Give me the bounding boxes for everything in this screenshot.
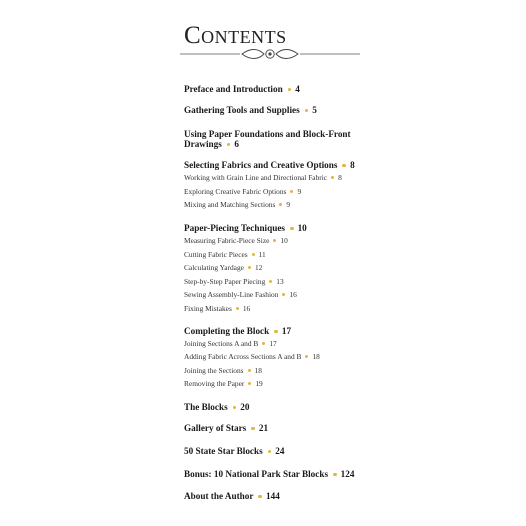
toc-entry	[184, 469, 354, 480]
toc-page-number: 17	[269, 339, 277, 348]
toc-page-number: 5	[312, 105, 317, 115]
bullet-dot-icon	[251, 427, 255, 431]
toc-entry-title: Exploring Creative Fabric Options	[184, 187, 287, 196]
toc-entry-title: Paper-Piecing Techniques	[184, 223, 285, 233]
toc-entry	[184, 491, 280, 502]
toc-page-number: 4	[295, 84, 300, 94]
ornament-divider-icon	[180, 44, 360, 64]
bullet-dot-icon	[252, 253, 255, 256]
toc-entry	[184, 139, 239, 150]
toc-entry	[184, 129, 351, 140]
toc-entry-title: Drawings	[184, 139, 222, 149]
bullet-dot-icon	[333, 473, 337, 477]
bullet-dot-icon	[248, 382, 251, 385]
toc-entry-title: Sewing Assembly-Line Fashion	[184, 290, 279, 299]
bullet-dot-icon	[227, 143, 231, 147]
toc-page-number: 17	[281, 326, 292, 336]
toc-subentry	[184, 278, 284, 287]
toc-subentry	[184, 201, 290, 210]
toc-page-number: 8	[350, 160, 355, 170]
bullet-dot-icon	[258, 495, 262, 499]
toc-entry-title: Gathering Tools and Supplies	[184, 105, 300, 115]
bullet-dot-icon	[342, 164, 346, 168]
toc-entry-title: Working with Grain Line and Directional Fabric	[184, 173, 328, 182]
bullet-dot-icon	[290, 227, 294, 231]
toc-entry	[184, 402, 249, 413]
toc-page-number: 21	[258, 423, 269, 433]
bullet-dot-icon	[248, 369, 251, 372]
bullet-dot-icon	[248, 266, 251, 269]
toc-page-number: 16	[242, 304, 251, 313]
bullet-dot-icon	[288, 88, 292, 92]
toc-entry-title: Selecting Fabrics and Creative Options	[184, 160, 338, 170]
toc-subentry	[184, 251, 266, 260]
toc-entry-title: Preface and Introduction	[184, 84, 283, 94]
toc-page-number: 9	[297, 187, 302, 196]
toc-entry-title: Gallery of Stars	[184, 423, 247, 433]
toc-subentry	[184, 305, 250, 314]
toc-entry-title: Step-by-Step Paper Piecing	[184, 277, 266, 286]
bullet-dot-icon	[279, 203, 282, 206]
toc-entry-title: The Blocks	[184, 402, 228, 412]
toc-page-number: 10	[297, 223, 307, 233]
toc-entry	[184, 423, 268, 434]
toc-subentry	[184, 340, 277, 349]
toc-entry	[184, 84, 300, 95]
toc-entry-title: Bonus: 10 National Park Star Blocks	[184, 469, 329, 479]
toc-subentry	[184, 291, 297, 300]
toc-page-number: 124	[340, 469, 355, 479]
toc-entry-title: About the Author	[184, 491, 254, 501]
toc-entry-title: Removing the Paper	[184, 379, 245, 388]
toc-page-number: 19	[255, 379, 263, 388]
toc-entry-title: Joining the Sections	[184, 366, 244, 375]
toc-entry-title: Completing the Block	[184, 326, 270, 336]
bullet-dot-icon	[236, 307, 239, 310]
toc-entry-title: Calculating Yardage	[184, 263, 244, 272]
page-title: Contents	[184, 22, 287, 49]
bullet-dot-icon	[282, 293, 285, 296]
toc-page-number: 8	[338, 173, 342, 182]
toc-page-number: 18	[312, 352, 320, 361]
bullet-dot-icon	[331, 176, 334, 179]
toc-entry-title: 50 State Star Blocks	[184, 446, 263, 456]
bullet-dot-icon	[269, 280, 272, 283]
bullet-dot-icon	[233, 406, 237, 410]
bullet-dot-icon	[305, 109, 309, 113]
toc-entry-title: Joining Sections A and B	[184, 339, 259, 348]
toc-page-number: 13	[276, 277, 284, 286]
toc-subentry	[184, 380, 263, 389]
toc-page-number: 16	[289, 290, 297, 299]
toc-entry-title: Using Paper Foundations and Block-Front	[184, 129, 351, 139]
toc-entry	[184, 223, 307, 234]
bullet-dot-icon	[262, 342, 265, 345]
toc-page-number: 10	[280, 236, 288, 245]
toc-page-number: 20	[240, 402, 250, 412]
toc-entry	[184, 105, 317, 116]
toc-entry	[184, 446, 284, 457]
bullet-dot-icon	[274, 330, 278, 334]
toc-page-number: 6	[234, 139, 239, 149]
toc-entry	[184, 326, 291, 337]
bullet-dot-icon	[290, 190, 293, 193]
toc-entry-title: Adding Fabric Across Sections A and B	[184, 352, 302, 361]
toc-page-number: 11	[258, 250, 266, 259]
toc-page-number: 9	[286, 200, 291, 209]
bullet-dot-icon	[273, 239, 276, 242]
toc-entry	[184, 160, 355, 171]
toc-subentry	[184, 353, 320, 362]
bullet-dot-icon	[305, 355, 308, 358]
toc-subentry	[184, 367, 262, 376]
toc-entry-title: Cutting Fabric Pieces	[184, 250, 248, 259]
toc-subentry	[184, 188, 301, 197]
toc-page-number: 24	[275, 446, 285, 456]
toc-subentry	[184, 174, 342, 183]
toc-subentry	[184, 237, 288, 246]
toc-entry-title: Measuring Fabric-Piece Size	[184, 236, 270, 245]
toc-entry-title: Fixing Mistakes	[184, 304, 232, 313]
toc-entry-title: Mixing and Matching Sections	[184, 200, 276, 209]
toc-page-number: 144	[266, 491, 280, 501]
toc-page-number: 18	[254, 366, 262, 375]
bullet-dot-icon	[268, 450, 272, 454]
toc-subentry	[184, 264, 262, 273]
toc-page-number: 12	[254, 263, 263, 272]
